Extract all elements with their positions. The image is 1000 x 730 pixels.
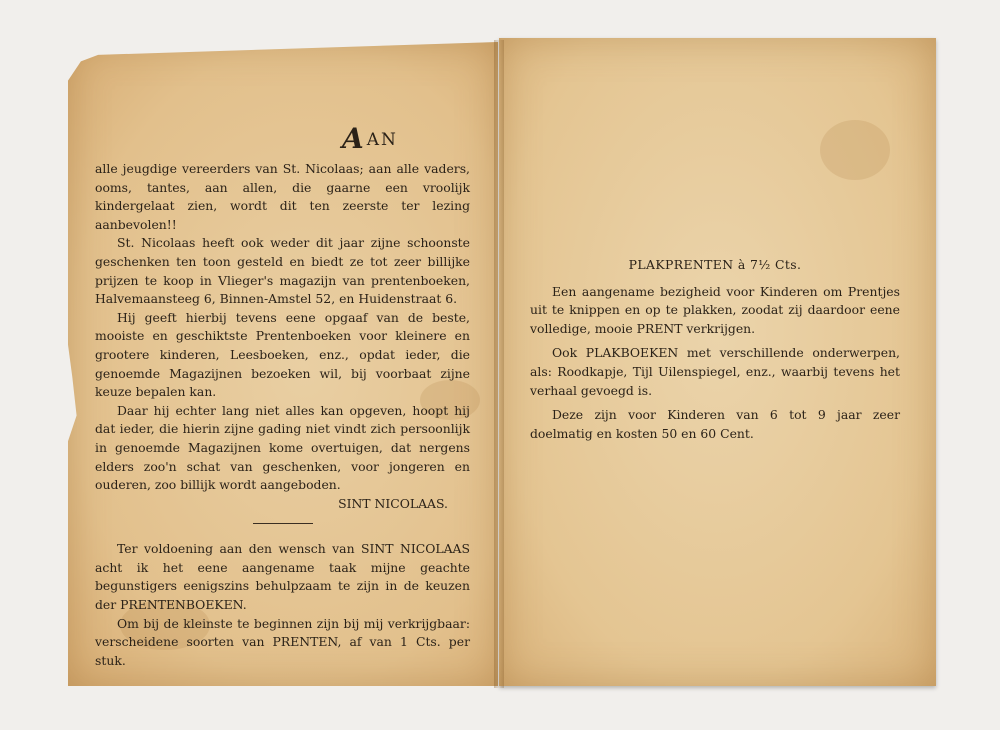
paper-stain xyxy=(820,120,890,180)
closing-line: Om bij de kleinste te beginnen zijn bij mij verkrijgbaar: verscheidene soorten van PRENTEN, af van 1 Cts. per stuk. xyxy=(95,615,470,668)
right-page-text xyxy=(530,256,900,443)
heading-rest: AN xyxy=(366,130,398,150)
plakprenten-paragraph: Een aangename bezigheid voor Kinderen om Prentjes uit te knippen en op te plakken, zoodat zij daardoor eene volledige, mooie PRENT verkrijgen. xyxy=(530,283,900,336)
left-page-text xyxy=(95,160,470,670)
right-page-title: PLAKPRENTEN à 7½ Cts. xyxy=(628,257,802,272)
signature: SINT NICOLAAS. xyxy=(338,495,448,511)
divider-rule xyxy=(253,523,313,524)
plakboeken-paragraph: Ook PLAKBOEKEN met verschillende onderwerpen, als: Roodkapje, Tijl Uilenspiegel, enz., waarbij tevens het verhaal gevoegd is. xyxy=(530,345,900,398)
decorative-initial: A xyxy=(342,122,366,155)
intro-paragraph: alle jeugdige vereerders van St. Nicolaas; aan alle vaders, ooms, tantes, aan allen, die gaarne een vroolijk kindergelaat zien, wordt dit ten zeerste ter lezing aanbevolen!! xyxy=(95,161,470,232)
catalog-paragraph: Hij geeft hierbij tevens eene opgaaf van de beste, mooiste en geschiktste Prentenboeken voor kleinere en grootere kinderen, Leesboeken, enz., opdat ieder, die genoemde Magazijnen bezoeken wil, bij voorbaat zijne keuze bepalen kan. xyxy=(95,309,470,400)
page-heading xyxy=(342,122,398,155)
age-price-paragraph: Deze zijn voor Kinderen van 6 tot 9 jaar zeer doelmatig en kosten 50 en 60 Cent. xyxy=(530,407,900,441)
publisher-paragraph: Ter voldoening aan den wensch van SINT NICOLAAS acht ik het eene aangename taak mijne geachte begunstigers eenigszins behulpzaam te zijn in de keuzen der PRENTENBOEKEN. xyxy=(95,541,470,613)
shop-paragraph: St. Nicolaas heeft ook weder dit jaar zijne schoonste geschenken ten toon gesteld en biedt ze tot zeer billijke prijzen te koop in Vlieger's magazijn van prentenboeken, Halvemaansteeg 6, Binnen-Amstel 52, en Huidenstraat 6. xyxy=(95,235,470,307)
book-spine xyxy=(494,40,504,688)
visit-paragraph: Daar hij echter lang niet alles kan opgeven, hoopt hij dat ieder, die hierin zijne gading niet vindt zich persoonlijk in genoemde Magazijnen kome overtuigen, dat nergens elders zoo'n schat van geschenken, voor jongeren en ouderen, zoo billijk wordt aangeboden. xyxy=(95,402,470,493)
